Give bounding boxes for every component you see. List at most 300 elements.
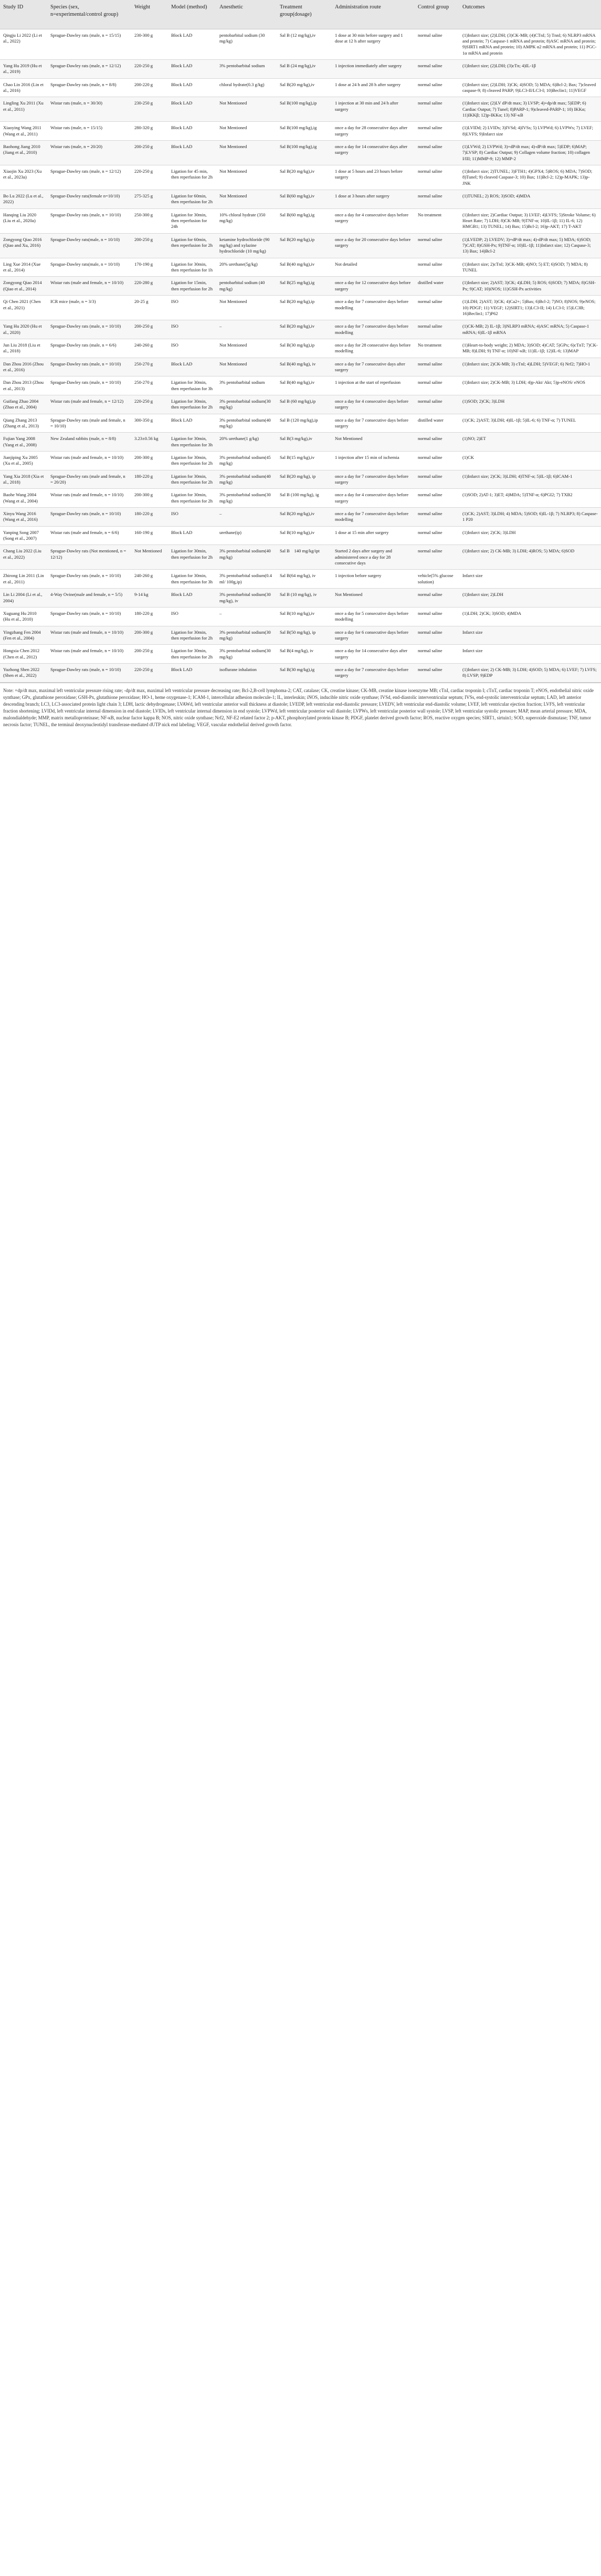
table-row <box>0 190 601 209</box>
control-group-cell: normal saline <box>415 508 459 527</box>
model-cell: Ligation for 30min, then reperfusion for 2h <box>168 452 216 470</box>
study-id-cell: Chao Lin 2016 (Lin et al., 2016) <box>0 78 47 97</box>
weight-cell: 230-250 g <box>131 97 168 122</box>
control-group-cell: normal saline <box>415 358 459 376</box>
species-cell: 4-Way Ovine(male and female, n = 5/5) <box>47 589 131 608</box>
anesthetic-cell: 3% pentobarbital sodium(40 mg/kg) <box>216 414 277 433</box>
treatment-cell: Sal B(40 mg/kg), iv <box>277 358 332 376</box>
model-cell: Ligation for 30min, then reperfusion for 2h <box>168 395 216 414</box>
weight-cell: 250-300 g <box>131 208 168 233</box>
outcomes-cell: (1)Infarct size; 2)cTnI; 3)CK-MB; 4)NO; 5) ET; 6)SOD; 7) MDA; 8) TUNEL <box>459 258 601 277</box>
outcomes-cell: (1)LDH; 2)CK; 3)SOD; 4)MDA <box>459 607 601 626</box>
control-group-cell: normal saline <box>415 59 459 78</box>
species-cell: Sprague-Dawley rats (male and female, n = 10/10) <box>47 414 131 433</box>
control-group-cell: distilled water <box>415 414 459 433</box>
study-id-cell: Xiaojin Xu 2023 (Xu et al., 2023a) <box>0 165 47 190</box>
administration-route-cell: once a day for 12 consecutive days before surgery <box>332 277 415 296</box>
administration-route-cell: once a day for 28 consecutive days after surgery <box>332 122 415 141</box>
control-group-cell: normal saline <box>415 452 459 470</box>
anesthetic-cell: Not Mentioned <box>216 358 277 376</box>
outcomes-cell: (1)SOD; 2)AT-1; 3)ET; 4)MDA; 5)TNF-α; 6)PGI2; 7) TXB2 <box>459 489 601 508</box>
weight-cell: 9-14 kg <box>131 589 168 608</box>
model-cell: Ligation for 30min, then reperfusion for 2h <box>168 645 216 664</box>
table-row <box>0 626 601 645</box>
species-cell: Sprague-Dawley rats (male and female, n = 20/20) <box>47 470 131 489</box>
administration-route-cell: 1 injection before surgery <box>332 570 415 589</box>
table-row <box>0 97 601 122</box>
treatment-cell: Sal B(20 mg/kg),ip <box>277 296 332 320</box>
outcomes-cell: (1)NO; 2)ET <box>459 433 601 452</box>
model-cell: Block LAD <box>168 414 216 433</box>
anesthetic-cell: 3% pentobarbital sodium(30 mg/kg) <box>216 489 277 508</box>
weight-cell: 220-250 g <box>131 59 168 78</box>
table-row <box>0 140 601 165</box>
control-group-cell: normal saline <box>415 626 459 645</box>
study-id-cell: Yang Xia 2018 (Xia et al., 2018) <box>0 470 47 489</box>
table-row <box>0 296 601 320</box>
header-species: Species (sex, n=experimental/control group) <box>47 0 131 29</box>
table-row <box>0 233 601 258</box>
model-cell: Ligation for 15min, then reperfusion for 2h <box>168 277 216 296</box>
table-row <box>0 165 601 190</box>
study-id-cell: Jianjiping Xu 2005 (Xu et al., 2005) <box>0 452 47 470</box>
treatment-cell: Sal B(20 mg/kg),ip <box>277 233 332 258</box>
table-row <box>0 570 601 589</box>
control-group-cell: normal saline <box>415 165 459 190</box>
outcomes-cell: (1)SOD; 2)CK; 3)LDH <box>459 395 601 414</box>
administration-route-cell: once a day for 7 consecutive days before modelling <box>332 508 415 527</box>
outcomes-cell: (1)Infarct size; 2)CK; 3)LDH <box>459 526 601 545</box>
model-cell: Ligation for 30min, then reperfusion for 2h <box>168 489 216 508</box>
study-id-cell: Guifang Zhao 2004 (Zhao et al., 2004) <box>0 395 47 414</box>
outcomes-cell: (1)Infarct size; (2)LDH; (3)CK-MB; (4)CTnI; 5) TnnI; 6) NLRP3 mRNA and protein; 7) Caspase-1 mRNA and protein; 8)ASC mRNA and protein; 9)SIRT1 mRNA and protein; 10) AMPK α2 mRNA and protein; 11) PGC-1α mRNA and protein <box>459 29 601 59</box>
species-cell: Sprague-Dawley rats (Not mentioned, n = 12/12) <box>47 545 131 570</box>
table-row <box>0 526 601 545</box>
weight-cell: 180-220 g <box>131 607 168 626</box>
header-study-id: Study ID <box>0 0 47 29</box>
anesthetic-cell: 3% pentobarbital sodium(30 mg/kg) <box>216 645 277 664</box>
study-id-cell: Yang Hu 2019 (Hu et al., 2019) <box>0 59 47 78</box>
weight-cell: 200-300 g <box>131 452 168 470</box>
table-row <box>0 29 601 59</box>
study-id-cell: Zongyong Qiao 2016 (Qiao and Xu, 2016) <box>0 233 47 258</box>
study-id-cell: Qingju Li 2022 (Li et al., 2022) <box>0 29 47 59</box>
anesthetic-cell: Not Mentioned <box>216 296 277 320</box>
weight-cell: 180-220 g <box>131 508 168 527</box>
model-cell: Block LAD <box>168 589 216 608</box>
anesthetic-cell: Not Mentioned <box>216 190 277 209</box>
administration-route-cell: once a day for 7 consecutive days before surgery <box>332 414 415 433</box>
table-row <box>0 376 601 395</box>
treatment-cell: Sal B(25 mg/kg),ig <box>277 277 332 296</box>
outcomes-cell: Infarct size <box>459 570 601 589</box>
weight-cell: 200-300 g <box>131 626 168 645</box>
study-id-cell: Qiang Zhang 2013 (Zhang et al., 2013) <box>0 414 47 433</box>
weight-cell: 240-260 g <box>131 339 168 358</box>
administration-route-cell: 1 dose at 30 min before surgery and 1 dose at 12 h after surgery <box>332 29 415 59</box>
model-cell: ISO <box>168 320 216 339</box>
treatment-cell: Sal B(3 mg/kg),iv <box>277 433 332 452</box>
treatment-cell: Sal B(50 mg/kg), ip <box>277 626 332 645</box>
administration-route-cell: Started 2 days after surgery and administered once a day for 28 consecutive days <box>332 545 415 570</box>
model-cell: ISO <box>168 296 216 320</box>
weight-cell: 170-190 g <box>131 258 168 277</box>
table-row <box>0 589 601 608</box>
treatment-cell: Sal B(20 mg/kg),iv <box>277 165 332 190</box>
control-group-cell: normal saline <box>415 29 459 59</box>
study-id-cell: Ling Xue 2014 (Xue et al., 2014) <box>0 258 47 277</box>
species-cell: Wistar rats (male and female, n = 10/10) <box>47 626 131 645</box>
control-group-cell: normal saline <box>415 489 459 508</box>
model-cell: Ligation for 30min, then reperfusion for 3h <box>168 433 216 452</box>
administration-route-cell: 1 injection immediately after surgery <box>332 59 415 78</box>
weight-cell: 220-250 g <box>131 395 168 414</box>
anesthetic-cell: 3% pentobarbital sodium(45 mg/kg) <box>216 452 277 470</box>
outcomes-cell: (1)LVIDd; 2) LVIDs; 3)IVSd; 4)IVSs; 5) LVPWd; 6) LVPWs; 7) LVEF; 8)LVFS; 9)Infarct size <box>459 122 601 141</box>
weight-cell: 250-270 g <box>131 358 168 376</box>
table-row <box>0 78 601 97</box>
treatment-cell: Sal B(20 mg/kg),iv <box>277 508 332 527</box>
study-id-cell: Jun Liu 2018 (Liu et al., 2018) <box>0 339 47 358</box>
study-id-cell: Xinyu Wang 2016 (Wang et al., 2016) <box>0 508 47 527</box>
outcomes-cell: (1)TUNEL; 2) ROS; 3)SOD; 4)MDA <box>459 190 601 209</box>
table-row <box>0 452 601 470</box>
study-id-cell: Yang Hu 2020 (Hu et al., 2020) <box>0 320 47 339</box>
control-group-cell: normal saline <box>415 97 459 122</box>
model-cell: Ligation for 30min, then reperfusion for 3h <box>168 570 216 589</box>
study-id-cell: Qi Chen 2021 (Chen et al., 2021) <box>0 296 47 320</box>
species-cell: Sprague-Dawley rats (male, n = 15/15) <box>47 29 131 59</box>
species-cell: Sprague-Dawley rats (male, n = 10/10) <box>47 663 131 682</box>
treatment-cell: Sal B(30 mg/kg),ip <box>277 339 332 358</box>
outcomes-cell: (1)Infarct size; 2)AST; 3)CK; 4)LDH; 5) ROS; 6)SOD; 7) MDA; 8)GSH-Px; 9)CAT; 10)iNOS; 11)GSH-Px activities <box>459 277 601 296</box>
administration-route-cell: once a day for 4 consecutive days before surgery <box>332 395 415 414</box>
treatment-cell: Sal B (120 mg/kg),ip <box>277 414 332 433</box>
treatment-cell: Sal B(60 mg/kg),ig <box>277 208 332 233</box>
weight-cell: 230-300 g <box>131 29 168 59</box>
study-id-cell: Zongyong Qiao 2014 (Qiao et al., 2014) <box>0 277 47 296</box>
table-row <box>0 339 601 358</box>
table-row <box>0 122 601 141</box>
table-row <box>0 258 601 277</box>
model-cell: Block LAD <box>168 78 216 97</box>
administration-route-cell: 1 dose at 24 h and 28 h after surgery <box>332 78 415 97</box>
outcomes-cell: (1)LVWd; 2) LVPWd; 3)+dP/dt max; 4)-dP/dt max; 5)EDP; 6)MAP; 7)LVSP; 8) Cardiac Output; 9) Collagen volume fraction; 10) collagen I/III; 11)MMP-9; 12) MMP-2 <box>459 140 601 165</box>
anesthetic-cell: 3% pentobarbital sodium(30 mg/kg), iv <box>216 589 277 608</box>
model-cell: Ligation for 30min, then reperfusion for 2h <box>168 545 216 570</box>
species-cell: Wistar rats (male and female, n = 6/6) <box>47 526 131 545</box>
control-group-cell: normal saline <box>415 395 459 414</box>
administration-route-cell: once a day for 5 consecutive days before modelling <box>332 607 415 626</box>
administration-route-cell: 1 dose at 5 hours and 23 hours before surgery <box>332 165 415 190</box>
study-id-cell: Baohe Wang 2004 (Wang et al., 2004) <box>0 489 47 508</box>
study-id-cell: Baohong Jiang 2010 (Jiang et al., 2010) <box>0 140 47 165</box>
species-cell: Sprague-Dawley rats (male, n = 10/10) <box>47 508 131 527</box>
weight-cell: 20-25 g <box>131 296 168 320</box>
model-cell: ISO <box>168 607 216 626</box>
administration-route-cell: 1 injection after 15 min of ischemia <box>332 452 415 470</box>
control-group-cell: normal saline <box>415 296 459 320</box>
study-id-cell: Dan Zhou 2013 (Zhou et al., 2013) <box>0 376 47 395</box>
study-id-cell: Yanping Song 2007 (Song et al., 2007) <box>0 526 47 545</box>
table-row <box>0 607 601 626</box>
table-row <box>0 470 601 489</box>
anesthetic-cell: – <box>216 508 277 527</box>
header-row <box>0 0 601 29</box>
weight-cell: 275-325 g <box>131 190 168 209</box>
species-cell: Sprague-Dawley rats (male, n = 10/10) <box>47 358 131 376</box>
study-id-cell: Yuzhong Shen 2022 (Shen et al., 2022) <box>0 663 47 682</box>
species-cell: Sprague-Dawley rats (male, n = 6/6) <box>47 339 131 358</box>
species-cell: Wistar rats (male and female, n = 10/10) <box>47 645 131 664</box>
weight-cell: 200-250 g <box>131 140 168 165</box>
administration-route-cell: Not Mentioned <box>332 433 415 452</box>
weight-cell: 200-250 g <box>131 233 168 258</box>
model-cell: Block LAD <box>168 663 216 682</box>
anesthetic-cell: Not Mentioned <box>216 140 277 165</box>
species-cell: Wistar rats (male and female, n = 10/10) <box>47 489 131 508</box>
anesthetic-cell: chloral hydrate(0.3 g/kg) <box>216 78 277 97</box>
administration-route-cell: 1 dose at 15 min after surgery <box>332 526 415 545</box>
weight-cell: 220-250 g <box>131 663 168 682</box>
control-group-cell: normal saline <box>415 645 459 664</box>
administration-route-cell: once a day for 14 consecutive days after surgery <box>332 645 415 664</box>
anesthetic-cell: 3% pentobarbital sodium <box>216 376 277 395</box>
control-group-cell: normal saline <box>415 190 459 209</box>
control-group-cell: normal saline <box>415 140 459 165</box>
weight-cell: 160-190 g <box>131 526 168 545</box>
anesthetic-cell: 3% pentobarbital sodium <box>216 59 277 78</box>
study-id-cell: Dan Zhou 2016 (Zhou et al., 2016) <box>0 358 47 376</box>
model-cell: Block LAD <box>168 29 216 59</box>
species-cell: Sprague-Dawley rats(male, n = 10/10) <box>47 233 131 258</box>
species-cell: New Zealand rabbits (male, n = 8/8) <box>47 433 131 452</box>
header-treatment-group: Treatment group(dosage) <box>277 0 332 29</box>
species-cell: Sprague-Dawley rats (male, n = 8/8) <box>47 78 131 97</box>
anesthetic-cell: isoflurane inhalation <box>216 663 277 682</box>
anesthetic-cell: pentobarbital sodium (30 mg/kg) <box>216 29 277 59</box>
control-group-cell: normal saline <box>415 258 459 277</box>
anesthetic-cell: 20% urethane(5g/kg) <box>216 258 277 277</box>
weight-cell: 240-260 g <box>131 570 168 589</box>
treatment-cell: Sal B(40 mg/kg),iv <box>277 258 332 277</box>
species-cell: Wistar rats (male, n = 30/30) <box>47 97 131 122</box>
species-cell: Sprague-Dawley rats (male, n = 10/10) <box>47 208 131 233</box>
header-control-group: Control group <box>415 0 459 29</box>
treatment-cell: Sal B(100 mg/kg),ig <box>277 122 332 141</box>
species-cell: Wistar rats (male and female, n = 10/10) <box>47 277 131 296</box>
anesthetic-cell: 3% pentobarbital sodium(0.4 ml/ 100g,ip) <box>216 570 277 589</box>
outcomes-cell: (1)CK; 2)AST; 3)LDH; 4)IL-1β; 5)IL-6; 6) TNF-α; 7) TUNEL <box>459 414 601 433</box>
control-group-cell: normal saline <box>415 122 459 141</box>
anesthetic-cell: Not Mentioned <box>216 339 277 358</box>
treatment-cell: Sal B (12 mg/kg),iv <box>277 29 332 59</box>
control-group-cell: normal saline <box>415 663 459 682</box>
table-row <box>0 320 601 339</box>
treatment-cell: Sal B (60 mg/kg),ip <box>277 395 332 414</box>
species-cell: Sprague-Dawley rats(male, n = 10/10) <box>47 258 131 277</box>
table-row <box>0 358 601 376</box>
control-group-cell: normal saline <box>415 233 459 258</box>
study-id-cell: Yingzhang Fen 2004 (Fen et al., 2004) <box>0 626 47 645</box>
species-cell: ICR mice (male, n = 3/3) <box>47 296 131 320</box>
table-row <box>0 489 601 508</box>
anesthetic-cell: 3% pentobarbital sodium(40 mg/kg) <box>216 470 277 489</box>
outcomes-cell: (1)Infarct size; 2)LDH <box>459 589 601 608</box>
administration-route-cell: once a day for 4 consecutive days before surgery <box>332 208 415 233</box>
model-cell: Ligation for 60min, then reperfusion for 2h <box>168 190 216 209</box>
species-cell: Wistar rats (male, n = 15/15) <box>47 122 131 141</box>
weight-cell: 200-220 g <box>131 78 168 97</box>
weight-cell: 200-250 g <box>131 645 168 664</box>
study-id-cell: Bo Lu 2022 (Lu et al., 2022) <box>0 190 47 209</box>
weight-cell: 200-300 g <box>131 489 168 508</box>
outcomes-cell: (1)Infarct size; 2)Cardiac Output; 3) LVEF; 4)LVFS; 5)Stroke Volume; 6) Heart Rate; 7) LDH; 8)CK-MB; 9)TNF-α; 10)IL-1β; 11) IL-6; 12) HMGB1; 13) TUNEL; 14) Bax; 15)Bcl-2; 16)p-AKT; 17) T-AKT <box>459 208 601 233</box>
outcomes-cell: (1)Infarct size; 2) CK-MB; 3) LDH; 4)SOD; 5) MDA; 6) LVEF; 7) LVFS; 8) LVSP; 9)EDP <box>459 663 601 682</box>
treatment-cell: Sal B(40 mg/kg),iv <box>277 376 332 395</box>
anesthetic-cell: 10% chloral hydrate (350 mg/kg) <box>216 208 277 233</box>
outcomes-cell: (1)Infarct size; 2)CK-MB; 3) cTnI; 4)LDH; 5)VEGF; 6) Nrf2; 7)HO-1 <box>459 358 601 376</box>
species-cell: Sprague-Dawley rats(female n=10/10) <box>47 190 131 209</box>
model-cell: Ligation for 30min, then reperfusion for 3h <box>168 376 216 395</box>
weight-cell: 250-270 g <box>131 376 168 395</box>
anesthetic-cell: Not Mentioned <box>216 97 277 122</box>
weight-cell: 300-350 g <box>131 414 168 433</box>
model-cell: Ligation for 45 min, then reperfusion for 2h <box>168 165 216 190</box>
table-row <box>0 414 601 433</box>
anesthetic-cell: urethane(ip) <box>216 526 277 545</box>
administration-route-cell: once a day for 7 consecutive days before surgery <box>332 663 415 682</box>
study-id-cell: Fujian Yang 2008 (Yang et al., 2008) <box>0 433 47 452</box>
outcomes-cell: (1)LDH; 2)AST; 3)CK; 4)Ca2+; 5)Bax; 6)Bcl-2; 7)NO; 8)NOS; 9)eNOS; 10) PDGF; 11) VEGF; 12)SIRT1; 13)LC3-II; 14) LC3-I; 15)LC3B; 16)Beclin1; 17)P62 <box>459 296 601 320</box>
administration-route-cell: once a day for 7 consecutive days before surgery <box>332 470 415 489</box>
control-group-cell: No treatment <box>415 339 459 358</box>
control-group-cell: distilled water <box>415 277 459 296</box>
control-group-cell: normal saline <box>415 433 459 452</box>
table-row <box>0 663 601 682</box>
treatment-cell: Sal B(30 mg/kg),ig <box>277 663 332 682</box>
species-cell: Wistar rats (male and female, n = 12/12) <box>47 395 131 414</box>
model-cell: ISO <box>168 508 216 527</box>
species-cell: Wistar rats (male and female, n = 10/10) <box>47 452 131 470</box>
treatment-cell: Sal B (24 mg/kg),iv <box>277 59 332 78</box>
model-cell: Block LAD <box>168 358 216 376</box>
administration-route-cell: once a day for 6 consecutive days before surgery <box>332 626 415 645</box>
anesthetic-cell: 3% pentobarbital sodium(40 mg/kg) <box>216 545 277 570</box>
model-cell: Block LAD <box>168 140 216 165</box>
study-id-cell: Hanqing Liu 2020 (Liu et al., 2020a) <box>0 208 47 233</box>
treatment-cell: Sal B(4 mg/kg), iv <box>277 645 332 664</box>
control-group-cell: normal saline <box>415 470 459 489</box>
model-cell: Block LAD <box>168 97 216 122</box>
outcomes-cell: (1)Infarct size; 2)CK-MB; 3) LDH; 4)p-Akt/ Akt; 5)p-eNOS/ eNOS <box>459 376 601 395</box>
study-id-cell: Lin Li 2004 (Li et al., 2004) <box>0 589 47 608</box>
header-model: Model (method) <box>168 0 216 29</box>
anesthetic-cell: 20% urethane(1 g/kg) <box>216 433 277 452</box>
model-cell: Ligation for 30min, then reperfusion for 2h <box>168 470 216 489</box>
weight-cell: 220-250 g <box>131 165 168 190</box>
header-administration-route: Administration route <box>332 0 415 29</box>
treatment-cell: Sal B(100 mg/kg),ip <box>277 97 332 122</box>
treatment-cell: Sal B (10 mg/kg), iv <box>277 589 332 608</box>
species-cell: Sprague-Dawley rats (male, n = 12/12) <box>47 59 131 78</box>
species-cell: Sprague-Dawley rats (male, n = 10/10) <box>47 376 131 395</box>
header-weight: Weight <box>131 0 168 29</box>
table-row <box>0 277 601 296</box>
control-group-cell: No treatment <box>415 208 459 233</box>
control-group-cell: normal saline <box>415 376 459 395</box>
header-anesthetic: Anesthetic <box>216 0 277 29</box>
treatment-cell: Sal B(20 mg/kg),iv <box>277 78 332 97</box>
species-cell: Sprague-Dawley rats (male, n = 10/10) <box>47 570 131 589</box>
treatment-cell: Sal B(15 mg/kg),iv <box>277 452 332 470</box>
model-cell: Block LAD <box>168 122 216 141</box>
outcomes-cell: (1)Infarct size; 2)CK; 3)LDH; 4)TNF-α; 5)IL-1β; 6)ICAM-1 <box>459 470 601 489</box>
species-cell: Sprague-Dawley rats (male, n = 10/10) <box>47 320 131 339</box>
species-cell: Wistar rats (male, n = 20/20) <box>47 140 131 165</box>
study-characteristics-table <box>0 0 601 683</box>
table-row <box>0 508 601 527</box>
control-group-cell: normal saline <box>415 320 459 339</box>
treatment-cell: Sal B(20 mg/kg),iv <box>277 320 332 339</box>
model-cell: Block LAD <box>168 526 216 545</box>
weight-cell: 3.23±0.56 kg <box>131 433 168 452</box>
outcomes-cell: (1)CK; 2)AST; 3)LDH; 4) MDA; 5)SOD; 6)IL-1β; 7) NLRP3; 8) Caspase-1 P20 <box>459 508 601 527</box>
anesthetic-cell: – <box>216 320 277 339</box>
anesthetic-cell: – <box>216 607 277 626</box>
header-outcomes: Outcomes <box>459 0 601 29</box>
model-cell: Ligation for 60min, then reperfusion for 2h <box>168 233 216 258</box>
model-cell: Ligation for 30min, then reperfusion for 24h <box>168 208 216 233</box>
study-id-cell: Xuguang Hu 2010 (Hu et al., 2010) <box>0 607 47 626</box>
model-cell: ISO <box>168 339 216 358</box>
treatment-cell: Sal B(10 mg/kg),iv <box>277 607 332 626</box>
control-group-cell: normal saline <box>415 545 459 570</box>
model-cell: Ligation for 30min, then reperfusion for 2h <box>168 626 216 645</box>
administration-route-cell: once a day for 7 consecutive days before modelling <box>332 320 415 339</box>
control-group-cell: normal saline <box>415 607 459 626</box>
control-group-cell: vehicle(5% glucose solution) <box>415 570 459 589</box>
outcomes-cell: (1)Infarct size; (2)LV dP/dt max; 3) LVSP; 4)+dp/dt max; 5)EDP; 6) Cardiac Output; 7) Tunel; 8)PARP-1; 9)cleaved-PARP-1; 10) IKKα; 11)IKKβ; 12)p-IKKα; 13) NF-κB <box>459 97 601 122</box>
study-id-cell: Lingling Xu 2011 (Xu et al., 2011) <box>0 97 47 122</box>
outcomes-cell: (1)Infarct size; 2) CK-MB; 3) LDH; 4)ROS; 5) MDA; 6)SOD <box>459 545 601 570</box>
treatment-cell: Sal B(10 mg/kg),iv <box>277 526 332 545</box>
study-id-cell: Chang Liu 2022 (Liu et al., 2022) <box>0 545 47 570</box>
anesthetic-cell: ketamine hydrochloride (90 mg/kg) and xylazine hydrochloride (10 mg/kg) <box>216 233 277 258</box>
table-row <box>0 59 601 78</box>
treatment-cell: Sal B(20 mg/kg), ip <box>277 470 332 489</box>
control-group-cell: normal saline <box>415 78 459 97</box>
weight-cell: 180-220 g <box>131 470 168 489</box>
treatment-cell: Sal B (100 mg/kg), ig <box>277 489 332 508</box>
model-cell: Ligation for 30min, then reperfusion for 1h <box>168 258 216 277</box>
administration-route-cell: 1 injection at 30 min and 24 h after surgery <box>332 97 415 122</box>
administration-route-cell: once a day for 20 consecutive days before surgery <box>332 233 415 258</box>
administration-route-cell: 1 dose at 3 hours after surgery <box>332 190 415 209</box>
weight-cell: 280-320 g <box>131 122 168 141</box>
administration-route-cell: Not detailed <box>332 258 415 277</box>
study-id-cell: Xiaoying Wang 2011 (Wang et al., 2011) <box>0 122 47 141</box>
outcomes-cell: (1)CK-MB; 2) IL-1β; 3)NLRP3 mRNA; 4)ASC mRNA; 5) Caspase-1 mRNA; 6)IL-1β mRNA <box>459 320 601 339</box>
treatment-cell: Sal B 140 mg/kg/ipt <box>277 545 332 570</box>
table-row <box>0 433 601 452</box>
anesthetic-cell: 3% pentobarbital sodium(30 mg/kg) <box>216 626 277 645</box>
model-cell: Block LAD <box>168 59 216 78</box>
treatment-cell: Sal B(60 mg/kg),iv <box>277 190 332 209</box>
administration-route-cell: Not Mentioned <box>332 589 415 608</box>
control-group-cell: normal saline <box>415 526 459 545</box>
table-header <box>0 0 601 29</box>
